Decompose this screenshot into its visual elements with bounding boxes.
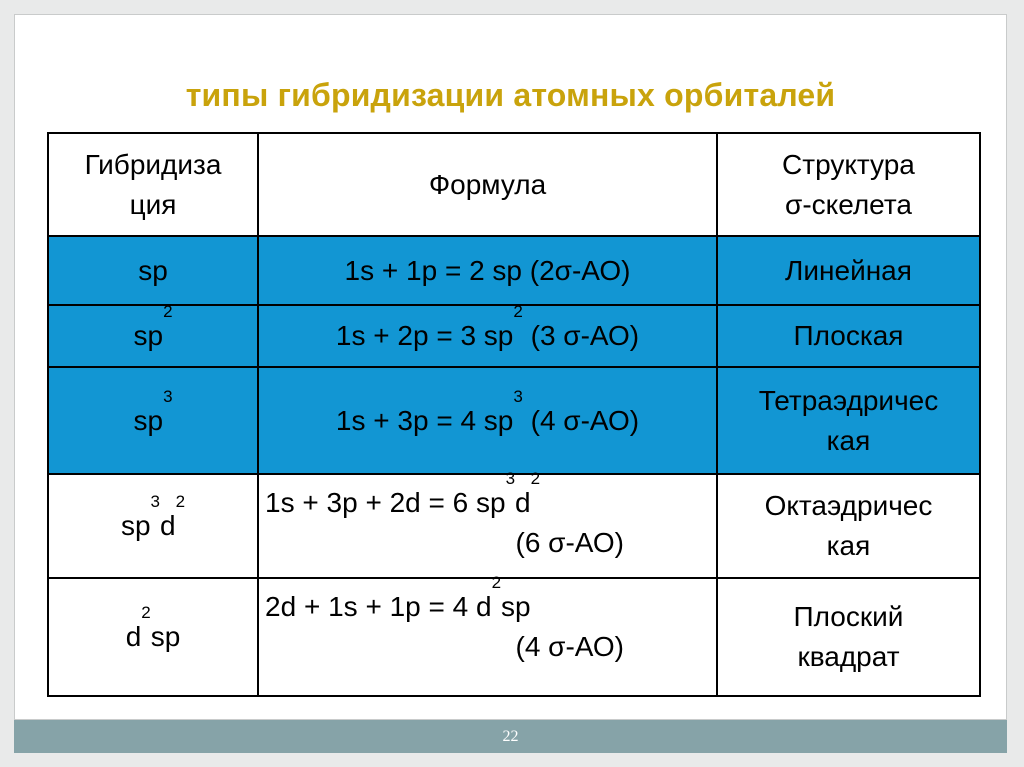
formula-cell xyxy=(258,367,717,474)
hybrid-type: d xyxy=(125,621,142,652)
slide-title: типы гибридизации атомных орбиталей xyxy=(185,77,836,113)
hybrid-type-superscript: 3 xyxy=(150,492,161,511)
header-hybridization-line1: Гибридиза xyxy=(84,148,222,180)
page-number: 22 xyxy=(502,728,519,745)
hybrid-type-superscript: 2 xyxy=(141,603,151,622)
hybrid-type-superscript: 2 xyxy=(163,302,173,321)
structure-line1: Тетраэдричес xyxy=(758,384,939,416)
formula-superscript-2: 2 xyxy=(530,469,541,488)
structure-cell xyxy=(717,578,980,696)
hybrid-type-superscript-2: 2 xyxy=(175,492,186,511)
hybrid-type: sp xyxy=(133,404,164,436)
formula-text-mid: d xyxy=(515,487,531,518)
structure-cell: Плоская xyxy=(717,305,980,367)
formula-cell xyxy=(258,573,717,696)
formula-cell xyxy=(258,469,717,578)
structure-line1: Октаэдричес xyxy=(764,490,933,521)
hybrid-type-cell xyxy=(48,302,258,367)
header-structure-line1: Структура xyxy=(782,148,915,180)
formula-line1 xyxy=(265,469,710,523)
header-hybridization xyxy=(48,133,258,236)
structure-cell xyxy=(717,367,980,474)
formula-superscript: 3 xyxy=(513,386,523,406)
table-row xyxy=(48,474,980,578)
formula-line1 xyxy=(265,573,710,627)
hybrid-type: sp xyxy=(138,254,168,286)
formula-cell xyxy=(258,302,717,367)
structure-cell xyxy=(717,474,980,578)
hybridization-table xyxy=(47,132,981,697)
formula-text: 1s + 3p = 4 sp xyxy=(335,404,514,436)
slide xyxy=(14,14,1007,720)
formula-text-tail: (4 σ-АО) xyxy=(522,404,640,436)
table-row xyxy=(48,236,980,305)
formula-text-tail: (3 σ-АО) xyxy=(522,320,640,351)
formula-line2: (4 σ-АО) xyxy=(515,631,624,662)
header-formula: Формула xyxy=(258,133,717,236)
formula-line2: (6 σ-АО) xyxy=(515,527,624,558)
header-structure xyxy=(717,133,980,236)
table-row xyxy=(48,305,980,367)
hybrid-type-tail: d xyxy=(160,510,176,541)
hybrid-type-tail: sp xyxy=(150,621,181,652)
hybrid-type-cell xyxy=(48,578,258,696)
hybrid-type-cell xyxy=(48,474,258,578)
structure-line2: квадрат xyxy=(797,641,900,672)
formula-text-tail: sp xyxy=(501,591,531,622)
formula-text: 1s + 2p = 3 sp xyxy=(335,320,514,351)
structure-line2: кая xyxy=(826,424,871,456)
footer-bar xyxy=(14,720,1007,753)
structure-cell: Линейная xyxy=(717,236,980,305)
formula-cell: 1s + 1p = 2 sp (2σ-АО) xyxy=(258,236,717,305)
table-row xyxy=(48,367,980,474)
structure-line2: кая xyxy=(826,530,871,561)
formula-text: 2d + 1s + 1p = 4 d xyxy=(265,591,492,622)
hybrid-type-superscript: 3 xyxy=(163,386,173,406)
formula-superscript: 2 xyxy=(491,573,502,592)
hybrid-type: sp xyxy=(120,510,151,541)
structure-line1: Плоский xyxy=(793,601,904,632)
formula-superscript: 2 xyxy=(513,302,523,321)
formula-text: 1s + 3p + 2d = 6 sp xyxy=(265,487,506,518)
hybrid-type: sp xyxy=(133,320,164,351)
hybrid-type-cell xyxy=(48,236,258,305)
hybrid-type-cell xyxy=(48,367,258,474)
header-hybridization-line2: ция xyxy=(129,188,177,220)
table-header-row xyxy=(48,133,980,236)
formula-superscript: 3 xyxy=(505,469,516,488)
table-row xyxy=(48,578,980,696)
header-structure-line2: σ-скелета xyxy=(785,188,912,220)
